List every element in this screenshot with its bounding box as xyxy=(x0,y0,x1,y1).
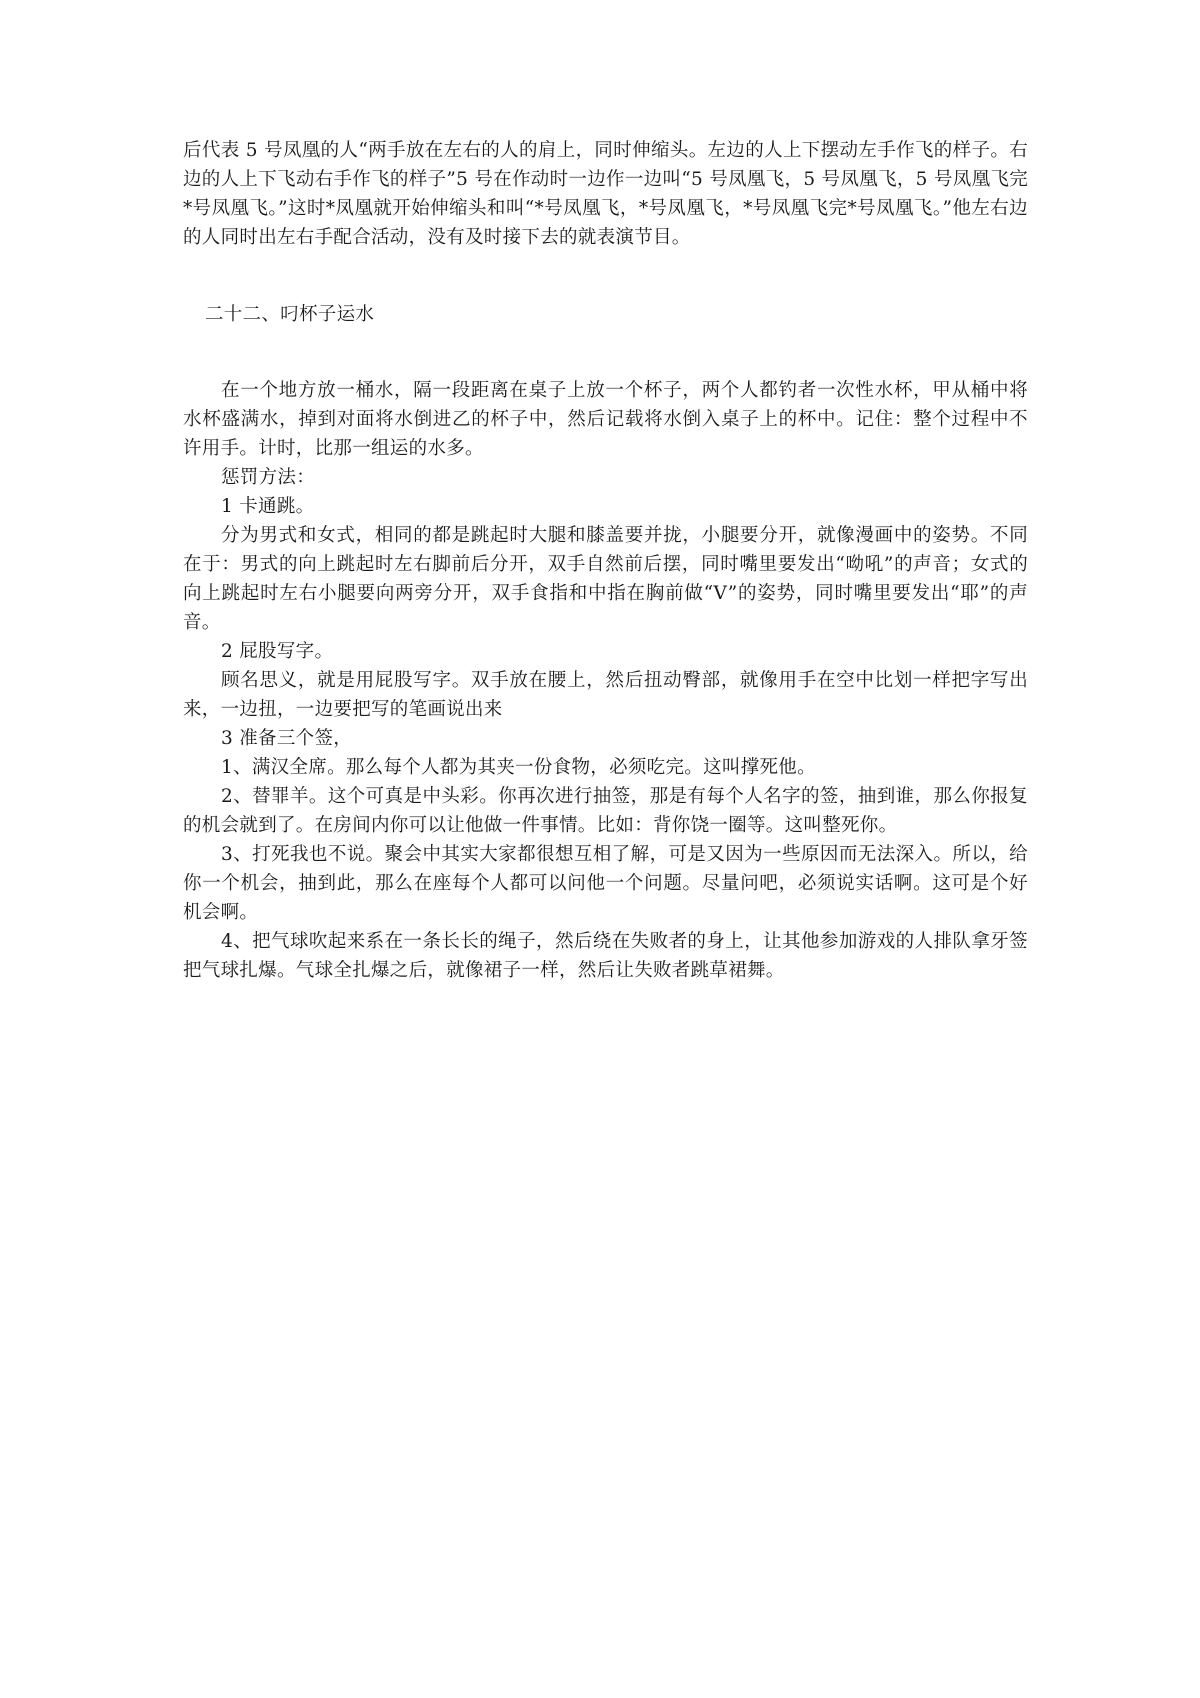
lot-item-4: 4、把气球吹起来系在一条长长的绳子，然后绕在失败者的身上，让其他参加游戏的人排队拿牙签把气球扎爆。气球全扎爆之后，就像裙子一样，然后让失败者跳草裙舞。 xyxy=(183,931,1028,981)
punishment-heading: 惩罚方法： xyxy=(221,467,316,488)
lot-item-2: 2、替罪羊。这个可真是中头彩。你再次进行抽签，那是有每个人名字的签，抽到谁，那么你报复的机会就到了。在房间内你可以让他做一件事情。比如：背你饶一圈等。这叫整死你。 xyxy=(183,786,1028,836)
section-title: 二十二、叼杯子运水 xyxy=(205,304,375,325)
punishment-item-2-title: 2 屁股写字。 xyxy=(221,641,334,662)
rules-paragraph: 在一个地方放一桶水，隔一段距离在桌子上放一个杯子，两个人都钓者一次性水杯，甲从桶中将水杯盛满水，掉到对面将水倒进乙的杯子中，然后记载将水倒入桌子上的杯中。记住：整个过程中不许用手。计时，比那一组运的水多。 xyxy=(183,380,1028,459)
lot-item-1: 1、满汉全席。那么每个人都为其夹一份食物，必须吃完。这叫撑死他。 xyxy=(221,757,816,778)
intro-paragraph: 后代表 5 号凤凰的人“两手放在左右的人的肩上，同时伸缩头。左边的人上下摆动左手作飞的样子。右边的人上下飞动右手作飞的样子”5 号在作动时一边作一边叫“5 号凤凰飞，5 号凤凰飞，5 号凤凰飞完*号凤凰飞。”这时*凤凰就开始伸缩头和叫“*号凤凰飞，*号凤凰飞，*号凤凰飞完*号凤凰飞。”他左右边的人同时出左右手配合活动，没有及时接下去的就表演节目。 xyxy=(183,140,1028,248)
punishment-item-2-body: 顾名思义，就是用屁股写字。双手放在腰上，然后扭动臀部，就像用手在空中比划一样把字写出来，一边扭，一边要把写的笔画说出来 xyxy=(183,670,1028,720)
document-page xyxy=(183,136,1028,985)
punishment-item-3-title: 3 准备三个签， xyxy=(221,728,353,749)
punishment-item-1-title: 1 卡通跳。 xyxy=(221,496,315,517)
punishment-item-1-body: 分为男式和女式，相同的都是跳起时大腿和膝盖要并拢，小腿要分开，就像漫画中的姿势。不同在于：男式的向上跳起时左右脚前后分开，双手自然前后摆，同时嘴里要发出“呦吼”的声音；女式的向上跳起时左右小腿要向两旁分开，双手食指和中指在胸前做“V”的姿势，同时嘴里要发出“耶”的声音。 xyxy=(183,525,1028,633)
lot-item-3: 3、打死我也不说。聚会中其实大家都很想互相了解，可是又因为一些原因而无法深入。所以，给你一个机会，抽到此，那么在座每个人都可以问他一个问题。尽量问吧，必须说实话啊。这可是个好机会啊。 xyxy=(183,844,1028,923)
